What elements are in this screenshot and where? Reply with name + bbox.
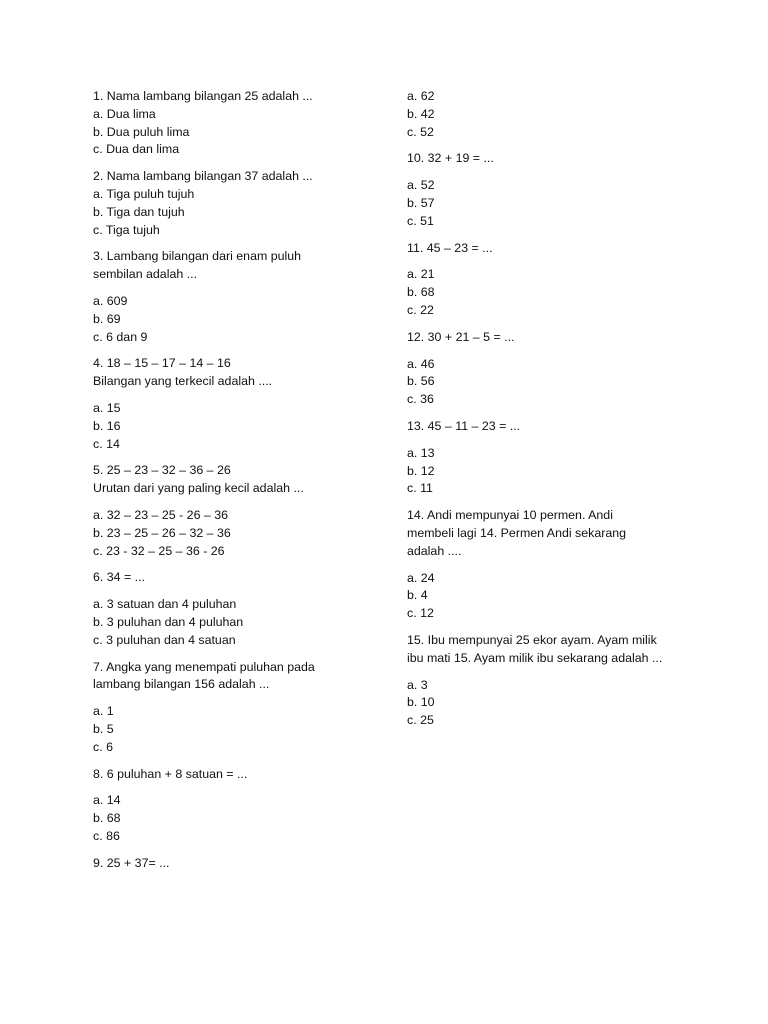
text-line: ibu mati 15. Ayam milik ibu sekarang adalah ... [407, 650, 663, 665]
question-block [407, 240, 692, 258]
question-block [407, 177, 692, 230]
text-line: c. 51 [407, 213, 434, 228]
text-line: a. 15 [93, 400, 121, 415]
text-line: b. 57 [407, 195, 435, 210]
text-line: 7. Angka yang menempati puluhan pada [93, 659, 315, 674]
text-line: a. 14 [93, 793, 121, 808]
question-block [407, 88, 692, 141]
question-block [93, 293, 378, 346]
text-line: 10. 32 + 19 = ... [407, 151, 494, 166]
question-block [407, 677, 692, 730]
text-line: a. 46 [407, 356, 435, 371]
text-line: a. Tiga puluh tujuh [93, 186, 195, 201]
text-line: sembilan adalah ... [93, 267, 198, 282]
text-line: b. Tiga dan tujuh [93, 204, 185, 219]
question-block [93, 507, 378, 560]
text-line: a. 21 [407, 267, 435, 282]
text-line: c. Dua dan lima [93, 142, 180, 157]
text-line: Bilangan yang terkecil adalah .... [93, 374, 273, 389]
question-block [93, 792, 378, 845]
question-block [93, 703, 378, 756]
text-line: c. 22 [407, 302, 434, 317]
text-line: Urutan dari yang paling kecil adalah ... [93, 481, 304, 496]
question-block [93, 766, 378, 784]
question-block [407, 266, 692, 319]
text-line: lambang bilangan 156 adalah ... [93, 677, 270, 692]
text-line: b. 10 [407, 695, 435, 710]
text-line: a. 62 [407, 89, 435, 103]
text-line: c. 6 [93, 739, 113, 754]
question-block [407, 570, 692, 623]
text-line: membeli lagi 14. Permen Andi sekarang [407, 525, 627, 540]
text-line: a. 52 [407, 178, 435, 193]
text-line: adalah .... [407, 543, 462, 558]
right-column [407, 88, 692, 739]
text-line: b. 56 [407, 374, 435, 389]
text-line: b. 69 [93, 311, 121, 326]
text-line: b. 23 – 25 – 26 – 32 – 36 [93, 525, 231, 540]
question-block [407, 445, 692, 498]
text-line: 13. 45 – 11 – 23 = ... [407, 418, 521, 433]
text-line: b. 5 [93, 721, 114, 736]
text-line: b. 42 [407, 106, 435, 121]
text-line: b. Dua puluh lima [93, 124, 190, 139]
text-line: c. 23 - 32 – 25 – 36 - 26 [93, 543, 225, 558]
question-block [93, 659, 378, 695]
text-line: 14. Andi mempunyai 10 permen. Andi [407, 508, 613, 523]
text-line: 2. Nama lambang bilangan 37 adalah ... [93, 169, 313, 184]
question-block [407, 418, 692, 436]
question-block [93, 462, 378, 498]
text-line: 3. Lambang bilangan dari enam puluh [93, 249, 302, 264]
text-line: b. 68 [407, 285, 435, 300]
text-line: c. 36 [407, 392, 434, 407]
text-line: c. Tiga tujuh [93, 222, 160, 237]
question-block [407, 507, 692, 560]
text-line: c. 52 [407, 124, 434, 139]
text-line: b. 16 [93, 418, 121, 433]
question-block [407, 356, 692, 409]
text-line: c. 86 [93, 828, 120, 843]
question-block [407, 329, 692, 347]
text-line: c. 14 [93, 436, 120, 451]
text-line: 15. Ibu mempunyai 25 ekor ayam. Ayam milik [407, 632, 657, 647]
text-line: b. 4 [407, 588, 428, 603]
question-block [407, 150, 692, 168]
text-line: 5. 25 – 23 – 32 – 36 – 26 [93, 463, 231, 478]
text-line: a. 24 [407, 570, 435, 585]
text-line: 8. 6 puluhan + 8 satuan = ... [93, 766, 248, 781]
text-line: a. 32 – 23 – 25 - 26 – 36 [93, 507, 229, 522]
text-line: a. 3 satuan dan 4 puluhan [93, 597, 237, 612]
text-line: 12. 30 + 21 – 5 = ... [407, 329, 515, 344]
text-line: 6. 34 = ... [93, 570, 146, 585]
question-block [93, 400, 378, 453]
text-line: 9. 25 + 37= ... [93, 855, 170, 870]
text-line: 4. 18 – 15 – 17 – 14 – 16 [93, 356, 231, 371]
text-line: b. 12 [407, 463, 435, 478]
question-block [93, 355, 378, 391]
question-block [93, 88, 378, 159]
text-line: c. 11 [407, 481, 433, 496]
left-column [93, 88, 378, 881]
text-line: a. 1 [93, 704, 114, 719]
text-line: c. 12 [407, 606, 434, 621]
text-line: 11. 45 – 23 = ... [407, 240, 493, 255]
text-line: c. 3 puluhan dan 4 satuan [93, 632, 236, 647]
text-line: a. 13 [407, 445, 435, 460]
question-block [93, 855, 378, 873]
question-block [93, 569, 378, 587]
question-block [93, 168, 378, 239]
question-block [93, 248, 378, 284]
question-block [93, 596, 378, 649]
text-line: c. 25 [407, 713, 434, 728]
question-block [407, 632, 692, 668]
text-line: a. 3 [407, 677, 428, 692]
text-line: b. 3 puluhan dan 4 puluhan [93, 614, 244, 629]
text-line: c. 6 dan 9 [93, 329, 148, 344]
text-line: a. Dua lima [93, 106, 156, 121]
text-line: a. 609 [93, 293, 128, 308]
text-line: b. 68 [93, 811, 121, 826]
text-line: 1. Nama lambang bilangan 25 adalah ... [93, 89, 313, 103]
